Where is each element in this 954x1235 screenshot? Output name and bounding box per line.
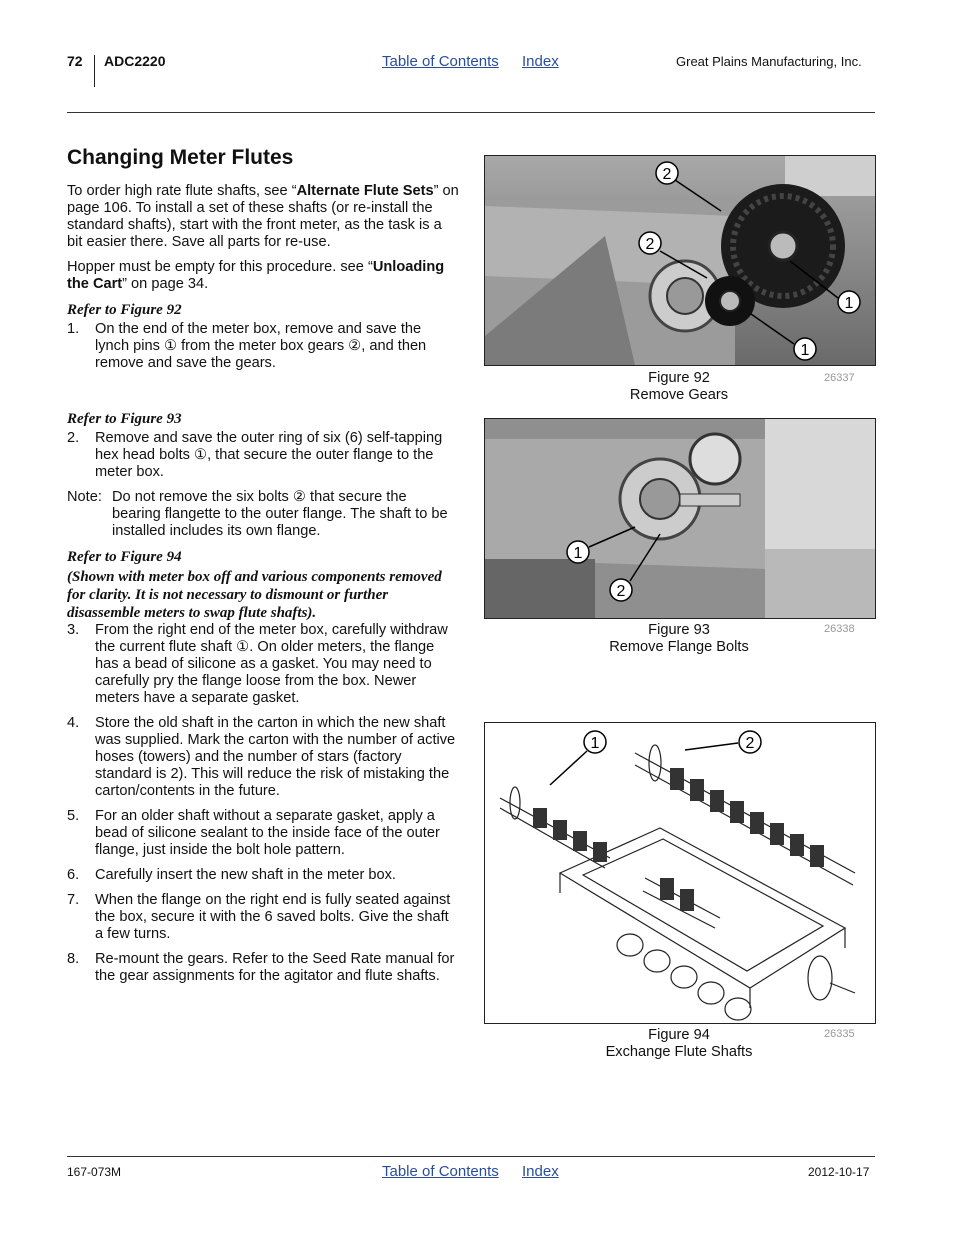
header-divider [94, 55, 95, 87]
step-7 [67, 892, 459, 943]
figure-label: Figure 92 [648, 370, 710, 386]
figure-93-illustration [485, 419, 875, 618]
figure-title: Exchange Flute Shafts [605, 1044, 753, 1060]
header-rule [67, 112, 875, 113]
step-text: Store the old shaft in the carton in which the new shaft was supplied. Mark the carton with the number of active hoses (towers) and the number of stars (factory standard is 2). This will reduce the risk of mistaking the carton/contents in the future. [95, 715, 456, 799]
intro-block [67, 183, 459, 380]
intro-paragraph-2 [67, 259, 459, 293]
figure-92-callout: 1 [844, 295, 854, 312]
footer-rule [67, 1156, 875, 1157]
page-number: 72 [67, 53, 83, 69]
header-toc-link[interactable]: Table of Contents [382, 53, 499, 70]
figure-94-id: 26335 [824, 1028, 855, 1040]
step-text: For an older shaft without a separate gasket, apply a bead of silicone sealant to the inside face of the outer flange, just inside the bolt hole pattern. [95, 808, 440, 858]
figure-94-caption [484, 1027, 874, 1061]
intro-text: ” on page 106. To install a set of these shafts (or re-install the standard shafts), start with the front meter, as the task is a bit easier there. Save all parts for re-use. [67, 183, 459, 250]
step-number: 4. [67, 715, 80, 731]
header-index-link[interactable]: Index [522, 53, 559, 70]
figure-92-callout: 1 [800, 342, 810, 359]
step-text: Re-mount the gears. Refer to the Seed Rate manual for the gear assignments for the agitator and flute shafts. [95, 951, 455, 984]
figure-94-illustration [485, 723, 875, 1023]
step-6 [67, 867, 459, 884]
figure-93-callout: 2 [616, 583, 626, 600]
intro-text: ” on page 34. [122, 276, 209, 292]
step-text: Remove and save the outer ring of six (6) self-tapping hex head bolts ①, that secure the outer flange to the meter box. [95, 430, 443, 480]
note-text: Do not remove the six bolts ② that secure the bearing flangette to the outer flange. The shaft to be installed includes its own flange. [112, 489, 448, 539]
step-number: 8. [67, 951, 80, 967]
section-title: Changing Meter Flutes [67, 146, 294, 169]
figure-92-image [484, 155, 876, 366]
figure-92-callout: 2 [645, 236, 655, 253]
step-5 [67, 808, 459, 859]
unloading-cart-ref: Unloading the Cart [67, 259, 445, 292]
figure-93-id: 26338 [824, 623, 855, 635]
step-text: Carefully insert the new shaft in the meter box. [95, 867, 396, 883]
company-name: Great Plains Manufacturing, Inc. [676, 54, 862, 69]
figure-94-note: (Shown with meter box off and various components removed for clarity. It is not necessary to dismount or further disassemble meters to swap flute shafts). [67, 569, 442, 621]
step-text: From the right end of the meter box, carefully withdraw the current flute shaft ①. On older meters, the flange has a bead of silicone as a gasket. You may need to carefully pry the flange loose from the box. Newer meters have a separate gasket. [95, 622, 448, 706]
intro-text: Hopper must be empty for this procedure. see “ [67, 259, 373, 275]
footer-index-link[interactable]: Index [522, 1163, 559, 1180]
doc-number: 167-073M [67, 1165, 122, 1179]
model-name: ADC2220 [104, 53, 166, 69]
figure-label: Figure 93 [648, 622, 710, 638]
figure-94-callout: 2 [745, 735, 755, 752]
figure-94-callouts [584, 731, 761, 753]
refer-figure-94: Refer to Figure 94 [67, 549, 182, 565]
figure-93-image [484, 418, 876, 619]
step-number: 6. [67, 867, 80, 883]
steps-list [67, 622, 459, 985]
step-number: 5. [67, 808, 80, 824]
step-8 [67, 951, 459, 985]
figure-93-callout: 1 [573, 545, 583, 562]
figure-label: Figure 94 [648, 1027, 710, 1043]
note-label: Note: [67, 489, 102, 505]
step-4 [67, 715, 459, 800]
step-number: 2. [67, 430, 80, 446]
step-2 [67, 430, 459, 481]
refer-figure-93: Refer to Figure 93 [67, 411, 182, 427]
figure-93-caption [484, 622, 874, 656]
intro-text: To order high rate flute shafts, see “ [67, 183, 297, 199]
step-text: When the flange on the right end is fully seated against the box, secure it with the 6 saved bolts. Give the shaft a few turns. [95, 892, 451, 942]
figure-92-callout: 2 [662, 166, 672, 183]
step-1 [67, 321, 459, 372]
figure-92-caption [484, 370, 874, 404]
step-number: 3. [67, 622, 80, 638]
note [67, 489, 459, 540]
intro-paragraph-1 [67, 183, 459, 251]
step-3 [67, 622, 459, 707]
figure-92-illustration [485, 156, 875, 365]
step-2-block [67, 410, 459, 993]
step-number: 7. [67, 892, 80, 908]
footer-toc-link[interactable]: Table of Contents [382, 1163, 499, 1180]
doc-date: 2012-10-17 [808, 1165, 870, 1179]
figure-title: Remove Gears [629, 387, 729, 403]
step-text: On the end of the meter box, remove and save the lynch pins ① from the meter box gears ②, and then remove and save the gears. [95, 321, 427, 371]
step-number: 1. [67, 321, 80, 337]
refer-figure-92: Refer to Figure 92 [67, 302, 182, 318]
alternate-flute-sets-ref: Alternate Flute Sets [296, 183, 434, 199]
figure-94-image [484, 722, 876, 1024]
figure-94-callout: 1 [590, 735, 600, 752]
figure-title: Remove Flange Bolts [609, 639, 749, 655]
figure-92-id: 26337 [824, 372, 855, 384]
